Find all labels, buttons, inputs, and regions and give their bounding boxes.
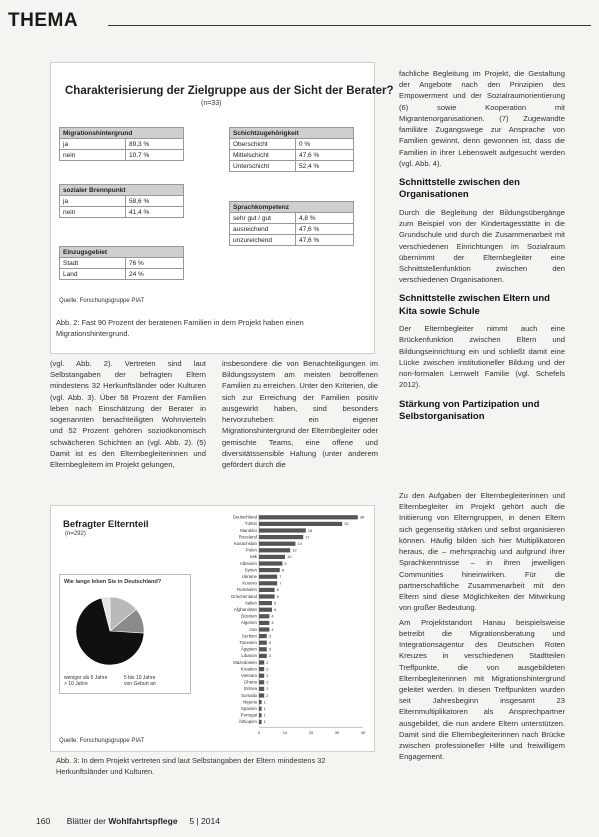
data-label: 12 bbox=[292, 547, 297, 553]
tick-label: Äthiopien bbox=[238, 719, 257, 725]
table-row: nein 41,4 % bbox=[60, 207, 184, 218]
bar bbox=[259, 568, 280, 572]
data-label: 2 bbox=[266, 666, 269, 672]
bar bbox=[259, 660, 264, 664]
bar bbox=[259, 594, 275, 598]
bar bbox=[259, 654, 267, 658]
section-title: THEMA bbox=[8, 10, 79, 31]
table-sprachkompetenz bbox=[229, 201, 354, 246]
x-tick-label: 20 bbox=[308, 730, 314, 736]
tick-label: Mazedonien bbox=[233, 659, 257, 665]
bar-chart bbox=[197, 510, 373, 742]
right-column-top bbox=[399, 68, 565, 428]
bar bbox=[259, 608, 272, 612]
bar bbox=[259, 707, 262, 711]
data-label: 5 bbox=[274, 600, 277, 606]
table-schichtzugehoerigkeit bbox=[229, 127, 354, 172]
bar bbox=[259, 575, 277, 579]
data-label: 1 bbox=[263, 712, 266, 718]
table-header: Einzugsgebiet bbox=[60, 247, 184, 258]
data-label: 9 bbox=[284, 560, 287, 566]
paragraph: insbesondere die von Benachteiligungen im Bildungssystem am meisten betroffenen Familien zu erreichen. Unter den Kriterien, die sich zur Erreichung der Familien positiv ausgewirkt haben, sind besonders hervorzuheben: ein eigener Migrationshintergrund der Elternbegleiter oder gemischte Teams, eine offene und diversitätssensible Haltung (unter anderem gefördert durch die bbox=[222, 359, 378, 470]
table-row: nein 10,7 % bbox=[60, 150, 184, 161]
bar bbox=[259, 601, 272, 605]
bar bbox=[259, 687, 264, 691]
table-row: Mittelschicht 47,6 % bbox=[230, 150, 354, 161]
pie-chart bbox=[60, 589, 190, 669]
data-label: 17 bbox=[305, 534, 310, 540]
data-label: 38 bbox=[359, 514, 365, 520]
figure-2-caption: Abb. 3: In dem Projekt vertreten sind laut Selbstangaben der Eltern mindestens 32 Herkunftsländer und Kulturen. bbox=[56, 756, 326, 776]
tick-label: Ägypten bbox=[240, 646, 257, 652]
bar bbox=[259, 588, 275, 592]
bar bbox=[259, 627, 269, 631]
table-row: ja 58,6 % bbox=[60, 196, 184, 207]
bar bbox=[259, 528, 306, 532]
data-label: 6 bbox=[276, 593, 279, 599]
tick-label: Kasachstan bbox=[234, 541, 257, 546]
figure-1-caption: Abb. 2: Fast 90 Prozent der beratenen Familien in dem Projekt haben einen Migrationshintergrund. bbox=[56, 318, 304, 338]
text-column-middle bbox=[222, 358, 378, 473]
data-label: 4 bbox=[271, 626, 274, 632]
data-label: 7 bbox=[279, 574, 282, 579]
tick-label: Eritrea bbox=[244, 686, 257, 692]
legend-item: weniger als 5 Jahre bbox=[64, 675, 108, 681]
figure-2-title: Befragter Elternteil bbox=[63, 519, 149, 530]
table-sozialer-brennpunkt bbox=[59, 184, 184, 218]
bar bbox=[259, 555, 285, 559]
pie-chart-title: Wie lange leben Sie in Deutschland? bbox=[64, 579, 162, 585]
data-label: 2 bbox=[266, 673, 269, 678]
table-row: ausreichend 47,6 % bbox=[230, 224, 354, 235]
table-header: sozialer Brennpunkt bbox=[60, 185, 184, 196]
x-tick-label: 30 bbox=[334, 730, 340, 736]
table-header: Migrationshintergrund bbox=[60, 128, 184, 139]
table-row: Land 24 % bbox=[60, 269, 184, 280]
paragraph: fachliche Begleitung im Projekt, die Gestaltung der Angebote nach den Prinzipien des Empowerment und der Sozialraumorientierung (6) sowie Kooperation mit Migrantenorganisationen. (7) Zugewandte familiäre Zugangswege zur Ansprache von Familien gewinnt, denn gewonnen ist, dass die Familien in ihrer Lebenswelt aufgesucht werden (vgl. Abb. 4). bbox=[399, 69, 565, 168]
data-label: 4 bbox=[271, 620, 274, 626]
bar bbox=[259, 581, 277, 585]
tick-label: Portugal bbox=[240, 712, 257, 718]
data-label: 1 bbox=[263, 699, 266, 705]
table-row: unzureichend 47,6 % bbox=[230, 235, 354, 246]
journal-issue: 5 | 2014 bbox=[189, 816, 220, 826]
legend-item: von Geburt an bbox=[124, 681, 156, 687]
tick-label: Polen bbox=[245, 547, 257, 553]
bar bbox=[259, 535, 303, 539]
data-label: 1 bbox=[263, 706, 266, 711]
tick-label: Ukraine bbox=[241, 574, 257, 579]
tick-label: Kroatien bbox=[240, 666, 257, 672]
text-column-left bbox=[50, 358, 206, 473]
bar bbox=[259, 647, 267, 651]
bar bbox=[259, 614, 269, 618]
data-label: 8 bbox=[281, 567, 285, 573]
tick-label: Libanon bbox=[241, 653, 257, 659]
data-label: 3 bbox=[268, 640, 272, 645]
tick-label: Deutschland bbox=[232, 514, 257, 520]
data-label: 2 bbox=[266, 659, 269, 665]
bar bbox=[259, 667, 264, 671]
table-header: Sprachkompetenz bbox=[230, 202, 354, 213]
x-tick-label: 0 bbox=[257, 730, 261, 736]
figure-1 bbox=[50, 62, 394, 354]
data-label: 32 bbox=[344, 521, 349, 527]
tick-label: Serbien bbox=[241, 633, 257, 639]
bar bbox=[259, 515, 358, 519]
data-label: 5 bbox=[274, 607, 277, 612]
tick-label: Irak bbox=[249, 554, 257, 560]
tick-label: Iran bbox=[249, 626, 257, 632]
data-label: 2 bbox=[266, 679, 269, 685]
tick-label: Rumänien bbox=[236, 587, 257, 593]
subheading: Stärkung von Partizipation und Selbstorganisation bbox=[399, 398, 540, 422]
table-migrationshintergrund bbox=[59, 127, 184, 161]
figure-2 bbox=[50, 505, 375, 752]
bar bbox=[259, 634, 267, 638]
paragraph: Am Projektstandort Hanau beispielsweise betreibt die Migrationsberatung und Integrationsagentur des Deutschen Roten Kreuzes in verschiedenen Stadtteilen Treffpunkte, die von ausgebildeten Elternbegleiterinnen mit Migrationshintergrund geleitet werden. In diesen Treffpunkten wurden seit Jahresbeginn insgesamt 23 Elternmultiplikatoren als Ansprechpartner ausgebildet, die nun andere Eltern unterstützen. Damit sind die Elternbegleiterinnen nach Brücke zwischen professioneller Hilfe und freiwilligem Engagement. bbox=[399, 617, 565, 762]
table-einzugsgebiet bbox=[59, 246, 184, 280]
bar bbox=[259, 720, 262, 724]
right-column-bottom bbox=[399, 490, 565, 766]
data-label: 3 bbox=[268, 653, 272, 659]
tick-label: Bosnien bbox=[241, 613, 257, 619]
figure-2-subtitle: (n=292) bbox=[65, 531, 86, 537]
data-label: 2 bbox=[266, 692, 269, 698]
tick-label: Syrien bbox=[244, 567, 257, 573]
legend-item: 5 bis 10 Jahre bbox=[124, 675, 156, 681]
pie-chart-box bbox=[59, 574, 191, 694]
paragraph: (vgl. Abb. 2). Vertreten sind laut Selbstangaben der befragten Eltern mindestens 32 Herkunftsländer oder Kulturen (vgl. Abb. 3). Über 58 Prozent der Familien leben nach Einschätzung der Berater in sogenannten benachteiligten Wohnvierteln und 52 Prozent gehören sozioökonomisch schwächeren Schichten an (vgl. Abb. 2). (5) Damit ist es den Elternbegleiterinnen und Elternbegleitern im Projekt gelungen, bbox=[50, 359, 206, 470]
journal-name-prefix: Blätter der bbox=[66, 816, 106, 826]
subheading: Schnittstelle zwischen den Organisationen bbox=[399, 177, 520, 201]
paragraph: Durch die Begleitung der Bildungsübergänge zum Beispiel von der Kindertagesstätte in die Grundschule und durch die Zusammenarbeit mit verschiedenen Einrichtungen im Sozialraum übernimmt der Elternbegleiter eine Schnittstellenfunktion zwischen den verschiedenen Organisationen. bbox=[399, 207, 565, 285]
tick-label: Algerien bbox=[240, 620, 257, 626]
subheading: Schnittstelle zwischen Eltern und Kita sowie Schule bbox=[399, 293, 550, 317]
tick-label: Griechenland bbox=[230, 593, 257, 599]
data-label: 3 bbox=[268, 646, 272, 652]
bar bbox=[259, 522, 342, 526]
pie-legend bbox=[64, 675, 190, 687]
data-label: 10 bbox=[287, 554, 292, 560]
bar bbox=[259, 713, 262, 717]
bar bbox=[259, 621, 269, 625]
tick-label: Türkei bbox=[244, 521, 257, 527]
bar bbox=[259, 641, 267, 645]
data-label: 6 bbox=[276, 587, 279, 593]
data-label: 14 bbox=[297, 541, 302, 546]
tick-label: Tunesien bbox=[239, 640, 257, 645]
tick-label: Vietnam bbox=[240, 673, 257, 678]
data-label: 4 bbox=[271, 613, 274, 619]
tick-label: Spanien bbox=[240, 706, 257, 711]
data-label: 3 bbox=[268, 633, 272, 639]
tick-label: Nigeria bbox=[243, 699, 257, 705]
data-label: 2 bbox=[266, 686, 269, 692]
tick-label: Kosovo bbox=[242, 580, 257, 586]
table-row: Oberschicht 0 % bbox=[230, 139, 354, 150]
paragraph: Zu den Aufgaben der Elternbegleiterinnen und Elternbegleiter im Projekt gehört auch die Initiierung von Elterngruppen, in denen Eltern sich gegenseitig stärken und selbst organisieren können. Häufig bilden sich hier Multiplikatoren heraus, die – mehrsprachig und aufgrund ihrer Sprachkenntnisse – in ihren jeweiligen Communities hineinwirken. Für die partnerschaftliche Zusammenarbeit mit den Eltern sind diese Möglichkeiten der Mitwirkung von großer Bedeutung. bbox=[399, 491, 565, 613]
bar bbox=[259, 561, 282, 565]
bar bbox=[259, 674, 264, 678]
x-tick-label: 10 bbox=[282, 730, 288, 736]
tick-label: Albanien bbox=[239, 560, 257, 566]
tick-label: Afghanistan bbox=[233, 607, 257, 612]
table-header: Schichtzugehörigkeit bbox=[230, 128, 354, 139]
tick-label: Somalia bbox=[241, 692, 257, 698]
table-row: Unterschicht 52,4 % bbox=[230, 161, 354, 172]
data-label: 18 bbox=[307, 527, 313, 533]
data-label: 1 bbox=[263, 719, 266, 725]
journal-name: Wohlfahrtspflege bbox=[108, 816, 178, 826]
bar bbox=[259, 548, 290, 552]
bar bbox=[259, 693, 264, 697]
page-footer bbox=[36, 816, 220, 826]
header-rule bbox=[108, 25, 591, 26]
tick-label: Italien bbox=[245, 600, 257, 606]
figure-1-title: Charakterisierung der Zielgruppe aus der Sicht der Berater? bbox=[65, 85, 394, 97]
paragraph: Der Elternbegleiter nimmt auch eine Brückenfunktion zwischen Eltern und Bildungseinrichtung ein und schließt damit eine Lücke zwischen institutioneller Bildung und der non-formalen Lernwelt Familie (vgl. Schefels 2012). bbox=[399, 324, 565, 390]
x-tick-label: 40 bbox=[360, 730, 366, 736]
table-row: ja 89,3 % bbox=[60, 139, 184, 150]
figure-2-source: Quelle: Forschungsgruppe PIAT bbox=[59, 738, 145, 744]
bar bbox=[259, 542, 295, 546]
tick-label: Russland bbox=[238, 534, 257, 540]
tick-label: Ghana bbox=[243, 679, 257, 685]
legend-item: > 10 Jahre bbox=[64, 681, 88, 687]
bar bbox=[259, 700, 262, 704]
data-label: 7 bbox=[279, 580, 282, 586]
page-number: 160 bbox=[36, 816, 51, 826]
bar bbox=[259, 680, 264, 684]
figure-1-source: Quelle: Forschungsgruppe PIAT bbox=[59, 298, 145, 304]
tick-label: Marokko bbox=[240, 527, 257, 533]
table-row: sehr gut / gut 4,8 % bbox=[230, 213, 354, 224]
figure-1-subtitle: (n=33) bbox=[201, 100, 222, 107]
table-row: Stadt 76 % bbox=[60, 258, 184, 269]
